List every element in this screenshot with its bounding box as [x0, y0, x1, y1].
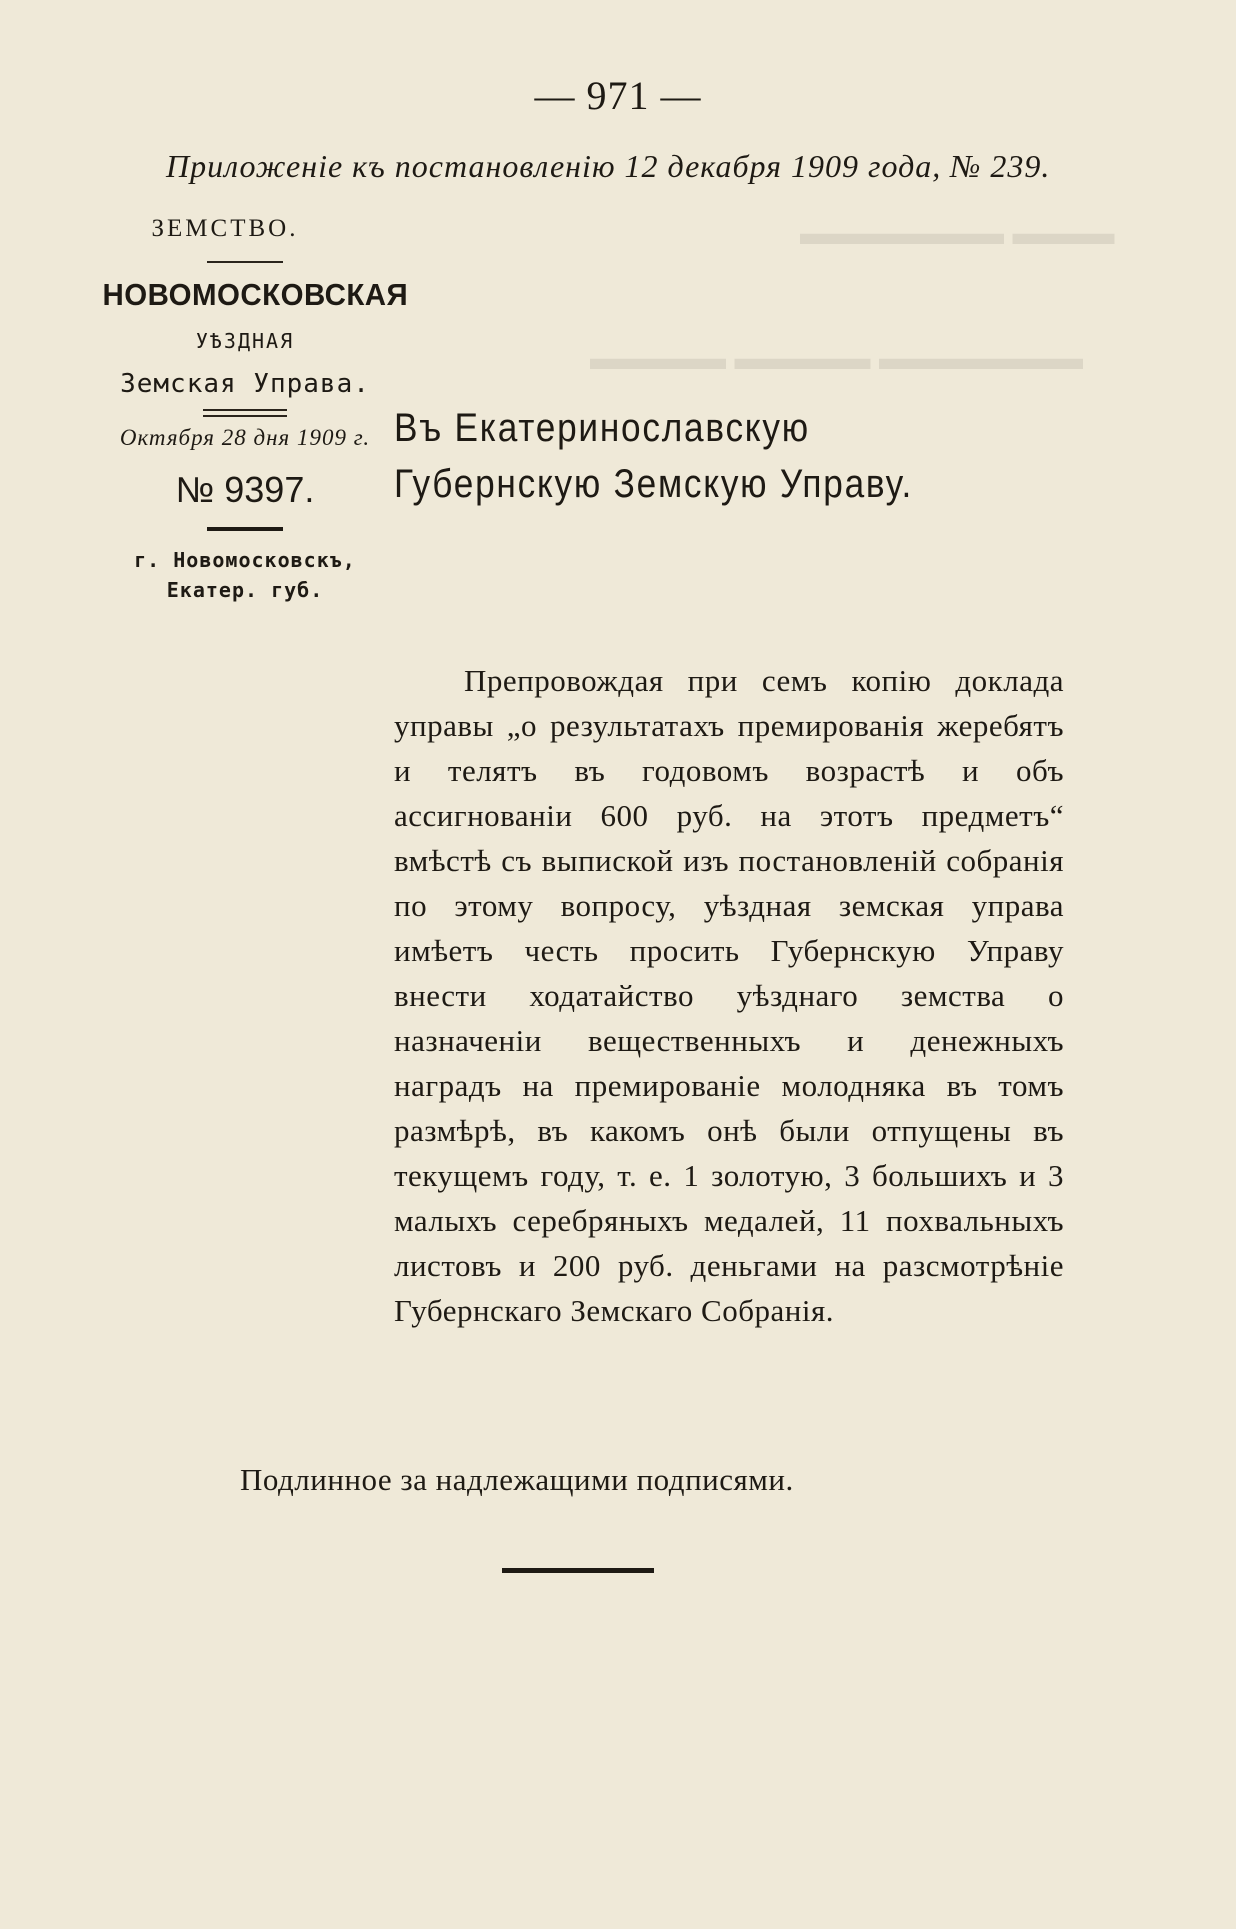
sender-block — [95, 215, 409, 605]
bleed-through-shadow: ▬▬▬ ▬▬▬▬▬▬ — [800, 215, 1115, 252]
registration-number: № 9397. — [175, 469, 315, 510]
letter-date: Октября 28 дня 1909 г. — [119, 425, 371, 450]
page-number: — 971 — — [534, 73, 702, 118]
uezd-label: УѢЗДНАЯ — [195, 329, 295, 353]
double-divider — [203, 409, 287, 417]
divider — [207, 261, 283, 263]
letter-body-text: Препровождая при семъ копію доклада управы „о результатахъ премированія жеребятъ и телятъ въ годовомъ возрастѣ и объ ассигнованіи 600 руб. на этотъ предметъ“ вмѣстѣ съ выпиской изъ постановленій собранія по этому вопросу, уѣздная земская управа имѣетъ честь просить Губернскую Управу внести ходатайство уѣзднаго земства о назначеніи вещественныхъ и денежныхъ наградъ на премированіе молодняка въ томъ размѣрѣ, въ какомъ онѣ были отпущены въ текущемъ году, т. е. 1 золотую, 3 большихъ и 3 малыхъ серебряныхъ медалей, 11 похвальныхъ листовъ и 200 руб. деньгами на разсмотрѣніе Губернскаго Земскаго Собранія. — [394, 663, 1064, 1328]
appendix-heading: Приложеніе къ постановленію 12 декабря 1909 года, № 239. — [166, 148, 1051, 184]
addressee: Въ Екатеринославскую Губернскую Земскую Управу. — [394, 406, 913, 506]
bleed-through-shadow: ▬▬▬▬▬▬ ▬▬▬▬ ▬▬▬▬ — [590, 340, 1083, 377]
end-divider — [502, 1568, 654, 1573]
organization-name: НОВОМОСКОВСКАЯ — [102, 277, 409, 312]
divider-thick — [207, 527, 283, 531]
zemstvo-label: ЗЕМСТВО. — [151, 215, 299, 242]
sender-province: Екатер. губ. — [166, 578, 324, 602]
signature-note: Подлинное за надлежащими подписями. — [240, 1462, 794, 1497]
uprava-label: Земская Управа. — [120, 369, 370, 399]
letter-body — [394, 658, 1064, 1333]
sender-city: г. Новомосковскъ, — [134, 548, 356, 572]
